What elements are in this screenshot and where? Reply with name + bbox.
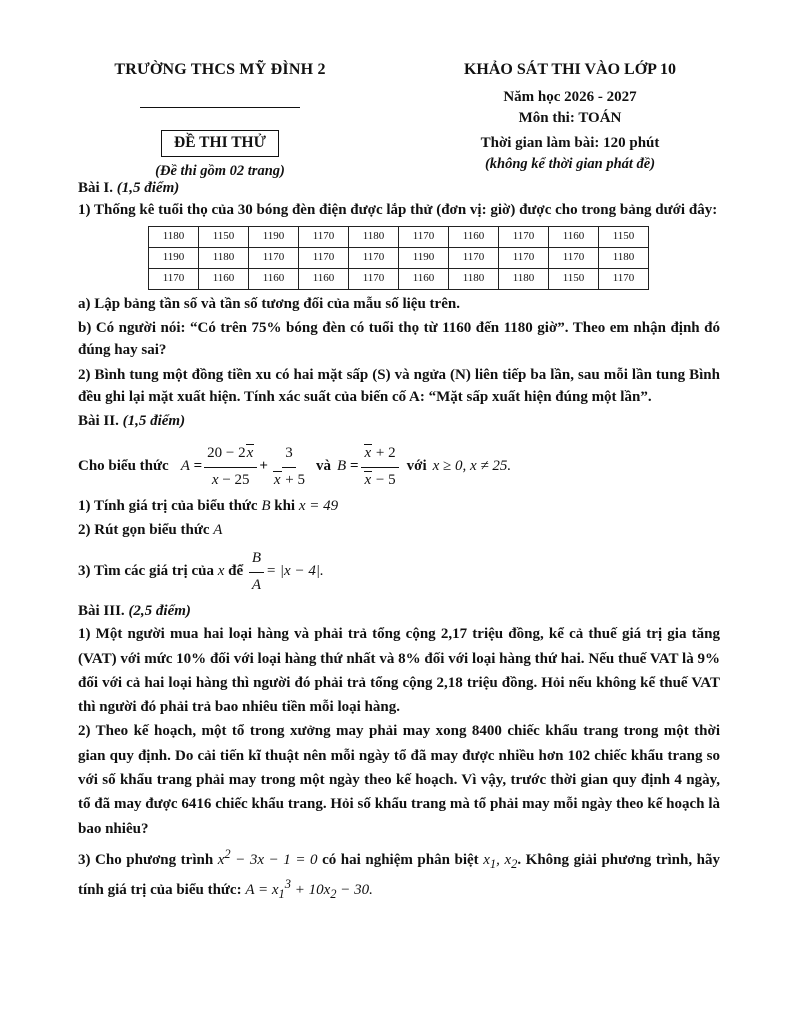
table-cell: 1170 — [549, 247, 599, 268]
table-cell: 1160 — [549, 226, 599, 247]
table-row — [149, 247, 649, 268]
bai2-q3-rhs: = |x − 4|. — [266, 563, 324, 580]
bai3-q3-b: có hai nghiệm phân biệt — [322, 851, 479, 868]
section-points-3: (2,5 điểm) — [128, 602, 191, 619]
bai3-q1: 1) Một người mua hai loại hàng và phải trả tổng cộng 2,17 triệu đồng, kể cả thuế giá trị gia tăng (VAT) với mức 10% đối với loại hàng thứ nhất và 8% đối với loại hàng thứ hai. Nếu thuế VAT là 9% đối với cả hai loại hàng thì người đó phải trả tổng cộng 2,18 triệu đồng. Hỏi nếu không kể thuế VAT thì người đó phải trả bao nhiêu tiền mỗi loại hàng. — [78, 626, 720, 716]
fraction-3: $\frac{x + 2}{x - 5}$ — [361, 443, 399, 492]
table-cell: 1150 — [599, 226, 649, 247]
bai2-q2 — [78, 520, 720, 542]
bai3-q3-d: tính giá trị của biểu thức: — [78, 882, 242, 899]
table-cell: 1170 — [399, 226, 449, 247]
table-cell: 1190 — [149, 247, 199, 268]
section-label-2: Bài II. — [78, 413, 119, 430]
bai3-q3 — [78, 844, 720, 905]
bai2-q3-x: x — [217, 563, 225, 580]
header-left — [100, 58, 340, 182]
table-cell: 1180 — [199, 247, 249, 268]
bai2-q3-de: để — [228, 563, 244, 580]
bai3-q2: 2) Theo kế hoạch, một tổ trong xưởng may phải may xong 8400 chiếc khẩu trang trong một thời gian quy định. Do cải tiến kĩ thuật nên mỗi ngày tổ đã may được nhiều hơn 102 chiếc khẩu trang so với số khẩu trang phải may trong một ngày theo kế hoạch. Vì vậy, trước thời gian quy định 4 ngày, tổ đã may được 6416 chiếc khẩu trang. Hỏi số khẩu trang mà tổ phải may mỗi ngày theo kế hoạch là bao nhiêu? — [78, 723, 720, 837]
fraction-b-over-a: $\frac{B}{A}$ — [249, 548, 264, 597]
table-cell: 1170 — [449, 247, 499, 268]
bai2-q2-text: 2) Rút gọn biểu thức — [78, 522, 210, 539]
bai2-q1-when: khi — [274, 497, 296, 514]
domain-condition: x ≥ 0, x ≠ 25. — [432, 458, 512, 475]
bai2-q1 — [78, 496, 720, 518]
word-and: và — [316, 458, 332, 475]
fraction-2: $\frac{3}{x + 5}$ — [273, 445, 306, 488]
subject-name: TOÁN — [578, 110, 622, 127]
header-underline — [140, 107, 300, 108]
section-points-2: (1,5 điểm) — [122, 413, 186, 430]
table-cell: 1170 — [249, 247, 299, 268]
header-right — [430, 58, 710, 175]
bai1-q2: 2) Bình tung một đồng tiền xu có hai mặt sấp (S) và ngửa (N) liên tiếp ba lần, sau mỗi lần tung Bình đều ghi lại mặt xuất hiện. Tính xác suất của biến cố A: “Mặt sấp xuất hiện đúng một lần”. — [78, 366, 720, 405]
duration: Thời gian làm bài: 120 phút — [480, 135, 660, 152]
target-expression: $A = x_1^3 + 10x_2 - 30$. — [245, 877, 373, 902]
table-cell: 1180 — [449, 268, 499, 289]
section-label-3: Bài III. — [78, 602, 125, 619]
lifetime-table — [148, 226, 649, 290]
table-cell: 1190 — [249, 226, 299, 247]
section-points-1: (1,5 điểm) — [116, 180, 180, 196]
table-cell: 1160 — [249, 268, 299, 289]
bai2-q1-val: x = 49 — [298, 497, 339, 514]
table-cell: 1150 — [199, 226, 249, 247]
table-cell: 1170 — [349, 268, 399, 289]
table-cell: 1180 — [599, 247, 649, 268]
table-cell: 1170 — [499, 247, 549, 268]
equation: $x^2 - 3x - 1 = 0$ — [217, 846, 318, 868]
duration-note: (không kể thời gian phát đề) — [484, 156, 656, 173]
table-cell: 1170 — [499, 226, 549, 247]
expression-intro: Cho biểu thức — [78, 458, 169, 475]
table-cell: 1180 — [149, 226, 199, 247]
bai1-qb: b) Có người nói: “Có trên 75% bóng đèn có tuổi thọ từ 1160 đến 1180 giờ”. Theo em nhận định đó đúng hay sai? — [78, 320, 720, 358]
table-cell: 1190 — [399, 247, 449, 268]
table-cell: 1160 — [449, 226, 499, 247]
table-row — [149, 268, 649, 289]
table-cell: 1170 — [299, 247, 349, 268]
bai2-q3 — [78, 548, 720, 597]
bai3-q3-a: 3) Cho phương trình — [78, 851, 214, 868]
pages-note: (Đề thi gồm 02 trang) — [155, 162, 285, 179]
subject-line — [430, 108, 710, 129]
var-A: A — [180, 458, 190, 475]
exam-badge: ĐỀ THI THỬ — [161, 130, 279, 156]
var-B: B — [337, 458, 347, 475]
exam-title: KHẢO SÁT THI VÀO LỚP 10 — [463, 61, 677, 78]
table-cell: 1170 — [599, 268, 649, 289]
section-title-1 — [78, 178, 720, 200]
table-row — [149, 226, 649, 247]
fraction-1: $\frac{20 - 2x}{x - 25}$ — [204, 443, 257, 492]
school-name: TRƯỜNG THCS MỸ ĐÌNH 2 — [114, 61, 326, 78]
table-cell: 1160 — [299, 268, 349, 289]
section-title-3 — [78, 601, 720, 623]
table-cell: 1160 — [199, 268, 249, 289]
table-cell: 1170 — [349, 247, 399, 268]
expression-definition: Cho biểu thức A = $\frac{20 - 2x}{x - 25}$ + $\frac{3}{x + 5}$ và B = $\frac{x + 2}{x - 5}$ với x ≥ 0, x ≠ 25. — [78, 443, 720, 492]
roots: $x_1$, $x_2$ — [483, 851, 518, 871]
school-year: Năm học 2026 - 2027 — [503, 89, 637, 106]
table-cell: 1150 — [549, 268, 599, 289]
bai2-q1-B: B — [261, 497, 271, 514]
table-cell: 1170 — [299, 226, 349, 247]
word-with: với — [406, 458, 427, 475]
bai2-q3-text: 3) Tìm các giá trị của — [78, 563, 214, 580]
bai1-q1: 1) Thống kê tuổi thọ của 30 bóng đèn điện được lắp thử (đơn vị: giờ) được cho trong bảng dưới đây: — [78, 201, 718, 218]
bai2-q1-text: 1) Tính giá trị của biểu thức — [78, 497, 258, 514]
table-cell: 1180 — [349, 226, 399, 247]
section-title-2 — [78, 411, 720, 433]
section-label-1: Bài I. — [78, 180, 114, 196]
table-cell: 1170 — [149, 268, 199, 289]
exam-content — [78, 176, 720, 904]
table-cell: 1160 — [399, 268, 449, 289]
bai1-qa: a) Lập bảng tần số và tần số tương đối của mẫu số liệu trên. — [78, 295, 460, 312]
bai2-q2-A: A — [213, 522, 223, 539]
bai3-q3-c: . Không giải phương trình, hãy — [517, 851, 720, 868]
table-cell: 1180 — [499, 268, 549, 289]
subject-label: Môn thi: — [518, 110, 575, 127]
